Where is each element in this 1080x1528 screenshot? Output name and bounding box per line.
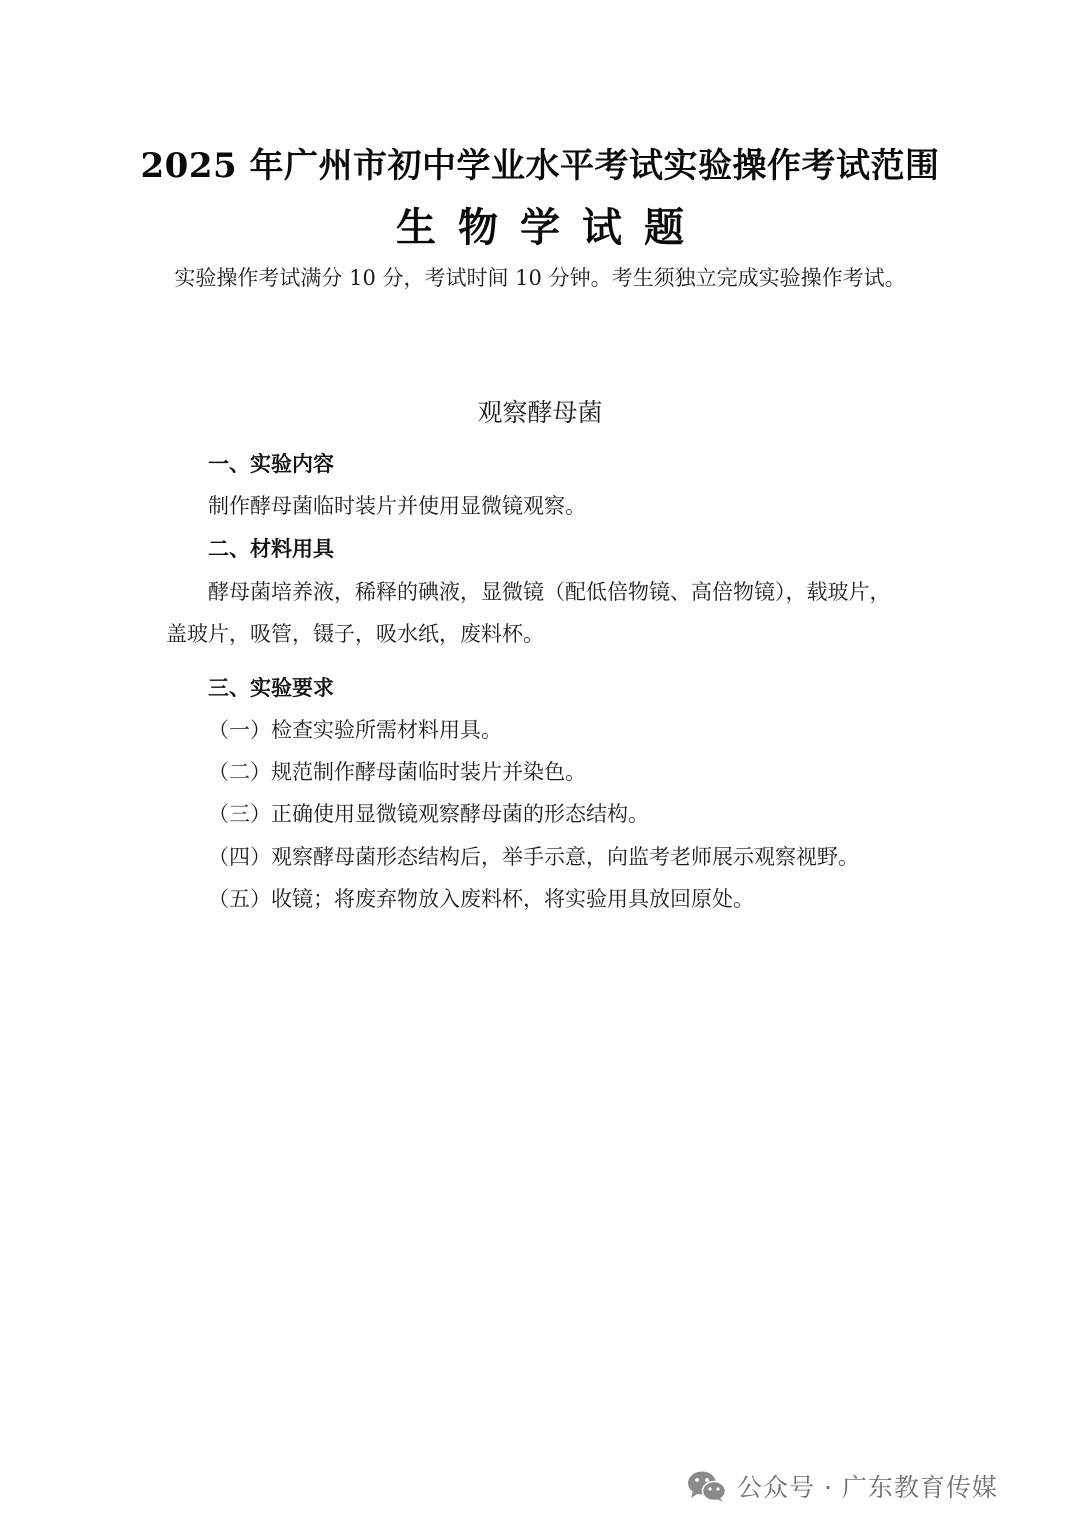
document-title: 2025 年广州市初中学业水平考试实验操作考试范围 bbox=[140, 146, 940, 186]
watermark-text: 公众号 · 广东教育传媒 bbox=[737, 1473, 998, 1502]
section-line: 制作酵母菌临时装片并使用显微镜观察。 bbox=[208, 494, 586, 518]
requirement-item: （四）观察酵母菌形态结构后，举手示意，向监考老师展示观察视野。 bbox=[208, 845, 859, 869]
requirement-item: （五）收镜；将废弃物放入废料杯，将实验用具放回原处。 bbox=[208, 887, 754, 911]
section-line: 盖玻片，吸管，镊子，吸水纸，废料杯。 bbox=[166, 622, 544, 646]
section-heading-content: 一、实验内容 bbox=[208, 451, 334, 476]
experiment-title: 观察酵母菌 bbox=[477, 398, 603, 427]
section-heading-requirements: 三、实验要求 bbox=[208, 675, 334, 700]
exam-instructions: 实验操作考试满分 10 分，考试时间 10 分钟。考生须独立完成实验操作考试。 bbox=[174, 266, 906, 290]
requirement-item: （一）检查实验所需材料用具。 bbox=[208, 718, 502, 742]
wechat-icon bbox=[687, 1470, 727, 1502]
section-heading-materials: 二、材料用具 bbox=[208, 536, 334, 561]
requirement-item: （三）正确使用显微镜观察酵母菌的形态结构。 bbox=[208, 802, 649, 826]
requirement-item: （二）规范制作酵母菌临时装片并染色。 bbox=[208, 760, 586, 784]
document-subtitle: 生物学试题 bbox=[396, 204, 706, 251]
section-line: 酵母菌培养液，稀释的碘液，显微镜（配低倍物镜、高倍物镜），载玻片， bbox=[208, 580, 891, 604]
wechat-watermark bbox=[687, 1466, 998, 1506]
